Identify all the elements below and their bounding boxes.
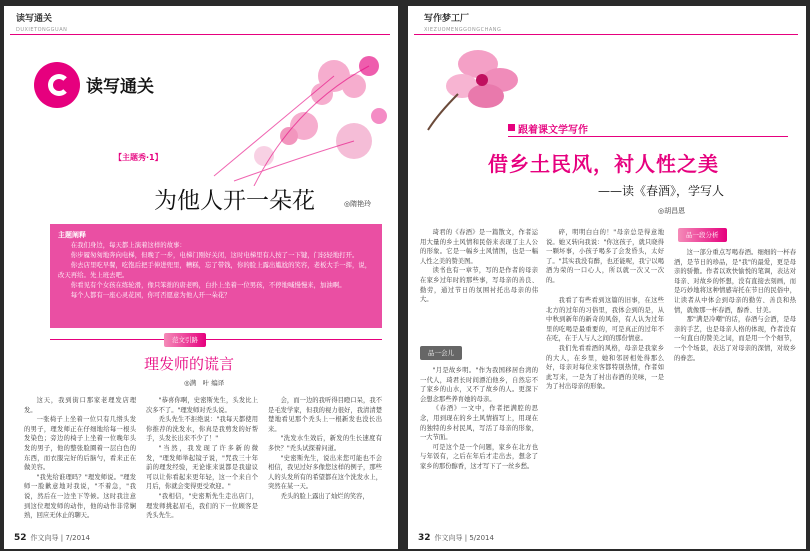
intro-paragraph: 琦君的《春酒》是一篇散文，作者运用大量的乡土风情和民俗来表现了主人公的形象。它是一幅乡土风情图，也是一幅人性之美的赞美图。: [420, 229, 538, 265]
story-paragraph: "我先给谁理吗？"理发师说。"理发师一脸歉意地对我说，"不着急，"我说，然后在一边坐下等候。这时我注意到这位理发师的动作，他的动作非常娴熟，回应无休止的聊天。: [24, 473, 136, 520]
story-paragraph: 这天，我到街口那家老理发店理发。: [24, 397, 136, 414]
left-magazine-issue: 作文向导 | 7/2014: [30, 534, 90, 542]
left-section-label: 读写通关: [16, 14, 53, 24]
right-section-label: 写作梦工厂: [424, 14, 470, 24]
body-column-right: [674, 248, 796, 538]
right-section-header: [418, 14, 507, 32]
left-section-header: [10, 14, 73, 32]
story-paragraph: "我相信，"史密斯先生走出店门，理发师挑起眉毛，我们的下一位顾客是秃头先生。: [146, 492, 258, 520]
flower-blossom-icon: [254, 56, 387, 166]
story-title: 理发师的谎言: [144, 355, 235, 373]
body-paragraph: 可是这个是一个问题，家乡在北方也与年饭有，之后在年后才走出去，想念了家乡的那份醇香，这才写下了一丝乡愁。: [420, 443, 538, 470]
right-page-number: 32: [418, 533, 431, 543]
story-paragraph: 秃头的脸上露出了灿烂的笑容，: [280, 492, 369, 500]
pin-yi-hui-badge: 品一会儿: [420, 346, 462, 360]
article-title: 借乡土民风，衬人性之美: [488, 152, 719, 176]
intro-column-2: [546, 228, 664, 288]
logo-swirl-icon: [48, 74, 70, 96]
story-paragraph: "史密斯先生，说出来您可能也不会相信，我见过好多像您这样的例子，那些人的头发所有的希望都在这个洗发水上，突然在某一天。: [268, 454, 382, 491]
right-magazine-issue: 作文向导 | 5/2014: [434, 534, 494, 542]
intro-paragraph: 读书也有一章节，写的是作者的母亲在家乡过年时的那些事，写母亲的善良、勤劳，通过节日的氛围衬托出母亲的伟大。: [420, 267, 538, 304]
flower-illustration-right: [418, 34, 558, 134]
theme-paragraph: 你看见有个女孩在练轮滑，像只笨拙的唐老鸭，白扑上坐着一位男孩，不停地喊慢慢来，加油啊。: [70, 281, 346, 289]
flower-illustration: [194, 36, 394, 186]
right-section-pinyin: XIEZUOMENGGONGCHANG: [424, 27, 502, 33]
story-paragraph: 会，而一边的我听得目瞪口呆，我不是毛发学家，但我的视力很好，我清清楚楚地看见那个秃头上一根新发也没长出来。: [268, 397, 382, 433]
left-page-number: 52: [14, 533, 27, 543]
story-tag-bar: [50, 339, 382, 340]
article-author: ◎胡昌恩: [658, 207, 686, 215]
theme-paragraph: 你步履匆匆地奔向电梯，但晚了一步，电梯门刚好关闭，这时电梯里有人按了一下键，门轻轻地打开。: [70, 251, 359, 259]
section-tag: 跟着课文学写作: [518, 125, 588, 136]
essay-title: 为他人开一朵花: [154, 188, 315, 214]
story-paragraph: 一张椅子上坐着一位只有几绺头发的男子，理发师正在仔细地给每一根头发染色；旁边的椅子上坐着一位晚年头发的男子，他的整张脸圈着一层白色的东西，而衣服完好的后脑勺，看来正在做美容。: [24, 416, 136, 472]
body-paragraph: 我看了有些看到这篇的旧事，在这些北方的过年的习俗里，我体会到的是，从中秋到新年的新奇的风俗，有人认为过年里的吃喝是最重要的，可是真正的过年不在吃，在于人与人之间的那份情意。: [546, 297, 664, 343]
essay-author: ◎隋艳玲: [344, 200, 372, 208]
body-paragraph: 我们先看看酒的风格，母亲是我家乡的大人，在乡里，她和邻居相处得那么好，母亲对每位来客都特别热情，作者如此写来，一是为了衬出春酒的美味，一是为了衬出母亲的形象。: [546, 344, 664, 391]
logo-text: 读写通关: [86, 77, 154, 97]
right-footer: [418, 533, 494, 543]
section-tag-rule: [508, 136, 788, 137]
theme-box-label: 主题阐释: [58, 231, 86, 239]
body-paragraph: 那"满是冷嘲"的话，春酒与会酒，是母亲的手艺，也是母亲人格的体现，作者没有一句直白的赞美之词，而是用一个个细节，一个个场景，表达了对母亲的深情，对故乡的眷恋。: [674, 316, 796, 362]
section-tag-marker-icon: [508, 124, 515, 131]
story-paragraph: "当然，我发现了许多新的微发，"理发师举起镜子说，"咒我三十年前的理发经验，无论谁来说都是我建议可以让你看起来更年轻，这一个来自个月后，你就会变得更受欢迎。": [146, 444, 258, 491]
story-column-2: [146, 396, 258, 536]
theme-box: [50, 224, 382, 328]
flower-blossom-icon: [446, 50, 518, 108]
left-magazine-page: [4, 6, 398, 549]
intro-paragraph: 碎，明明白白的！"母亲总是得意地说。她又转向我说："你这孩子，就只晓得一颗坏事，小孩子喝多了会发昏头，太好了。"其实我没有醉，也还能呢，我宁以喝酒为荣的一口心人，所以就一次又一次的。: [546, 229, 664, 284]
theme-paragraph: 在我们身边，每天都上演着这样的故事：: [70, 241, 186, 249]
right-magazine-page: [408, 6, 806, 549]
theme-paragraph: 你去店里吃早餐，吃饱后把手伸进兜里，糟糕，忘了带钱，你的脸上露出尴尬的笑容，老板大手一挥，说，改天再给。先上班去吧。: [58, 261, 372, 279]
flower-stem: [428, 94, 458, 130]
body-paragraph: 《春酒》一文中，作者把满腔的思念，用到现在的乡土风情描写上，用现在的独特的乡村民风，写活了母亲的形象，一大节面。: [420, 405, 538, 442]
article-subtitle: ——读《春酒》，学写人: [598, 184, 725, 198]
analysis-badge: 品一段分析: [678, 228, 727, 242]
section-logo: [34, 62, 184, 112]
story-column-1: [24, 396, 136, 536]
story-tag: 范文引路: [164, 333, 206, 347]
body-paragraph: 这一部分重点写喝春酒。细细的一杯春酒，是节日的珍品，是"我"的最爱，更是母亲的骄傲。作者以欢快愉悦的笔调，表达对母亲、对故乡的怀想，没有直接去刻画，而是巧妙地将这种情感寄托在节日的民俗中，让读者从中体会到母亲的勤劳、善良和热情，就像那一杯春酒，醇香、甘美。: [674, 249, 796, 314]
left-header-rule: [10, 34, 390, 35]
theme-tag: 【主题秀·1】: [114, 153, 163, 162]
body-column-middle: [546, 296, 664, 536]
story-column-3: [268, 396, 382, 536]
story-byline: ◎满 叶 编译: [184, 379, 225, 387]
left-footer: [14, 533, 90, 543]
story-paragraph: "洗发水生效后，新发的生长速度有多快？"秃头试探着问道。: [268, 435, 382, 452]
theme-paragraph: 每个人都有一座心灵花园，你可否愿意为他人开一朵花？: [70, 291, 231, 299]
intro-column-1: [420, 228, 538, 336]
body-column-left: [420, 366, 538, 536]
body-paragraph: "月是故乡明。"作为我国移居台湾的一代人，琦君长时间漂泊他乡，自然忘不了家乡的山水，又不了故乡的人。更深下会想念那些养育她的母亲。: [420, 367, 538, 403]
left-section-pinyin: DUXIETONGGUAN: [16, 27, 68, 33]
story-paragraph: "恭喜你啊，史密斯先生，头发比上次多不了。"理发师对秃头说。: [146, 397, 258, 414]
story-paragraph: 秃头先生不拒绝说："我每天都使用你推荐的洗发水，你真是我剪发的好帮手，头发长出来不少了！": [146, 416, 258, 443]
